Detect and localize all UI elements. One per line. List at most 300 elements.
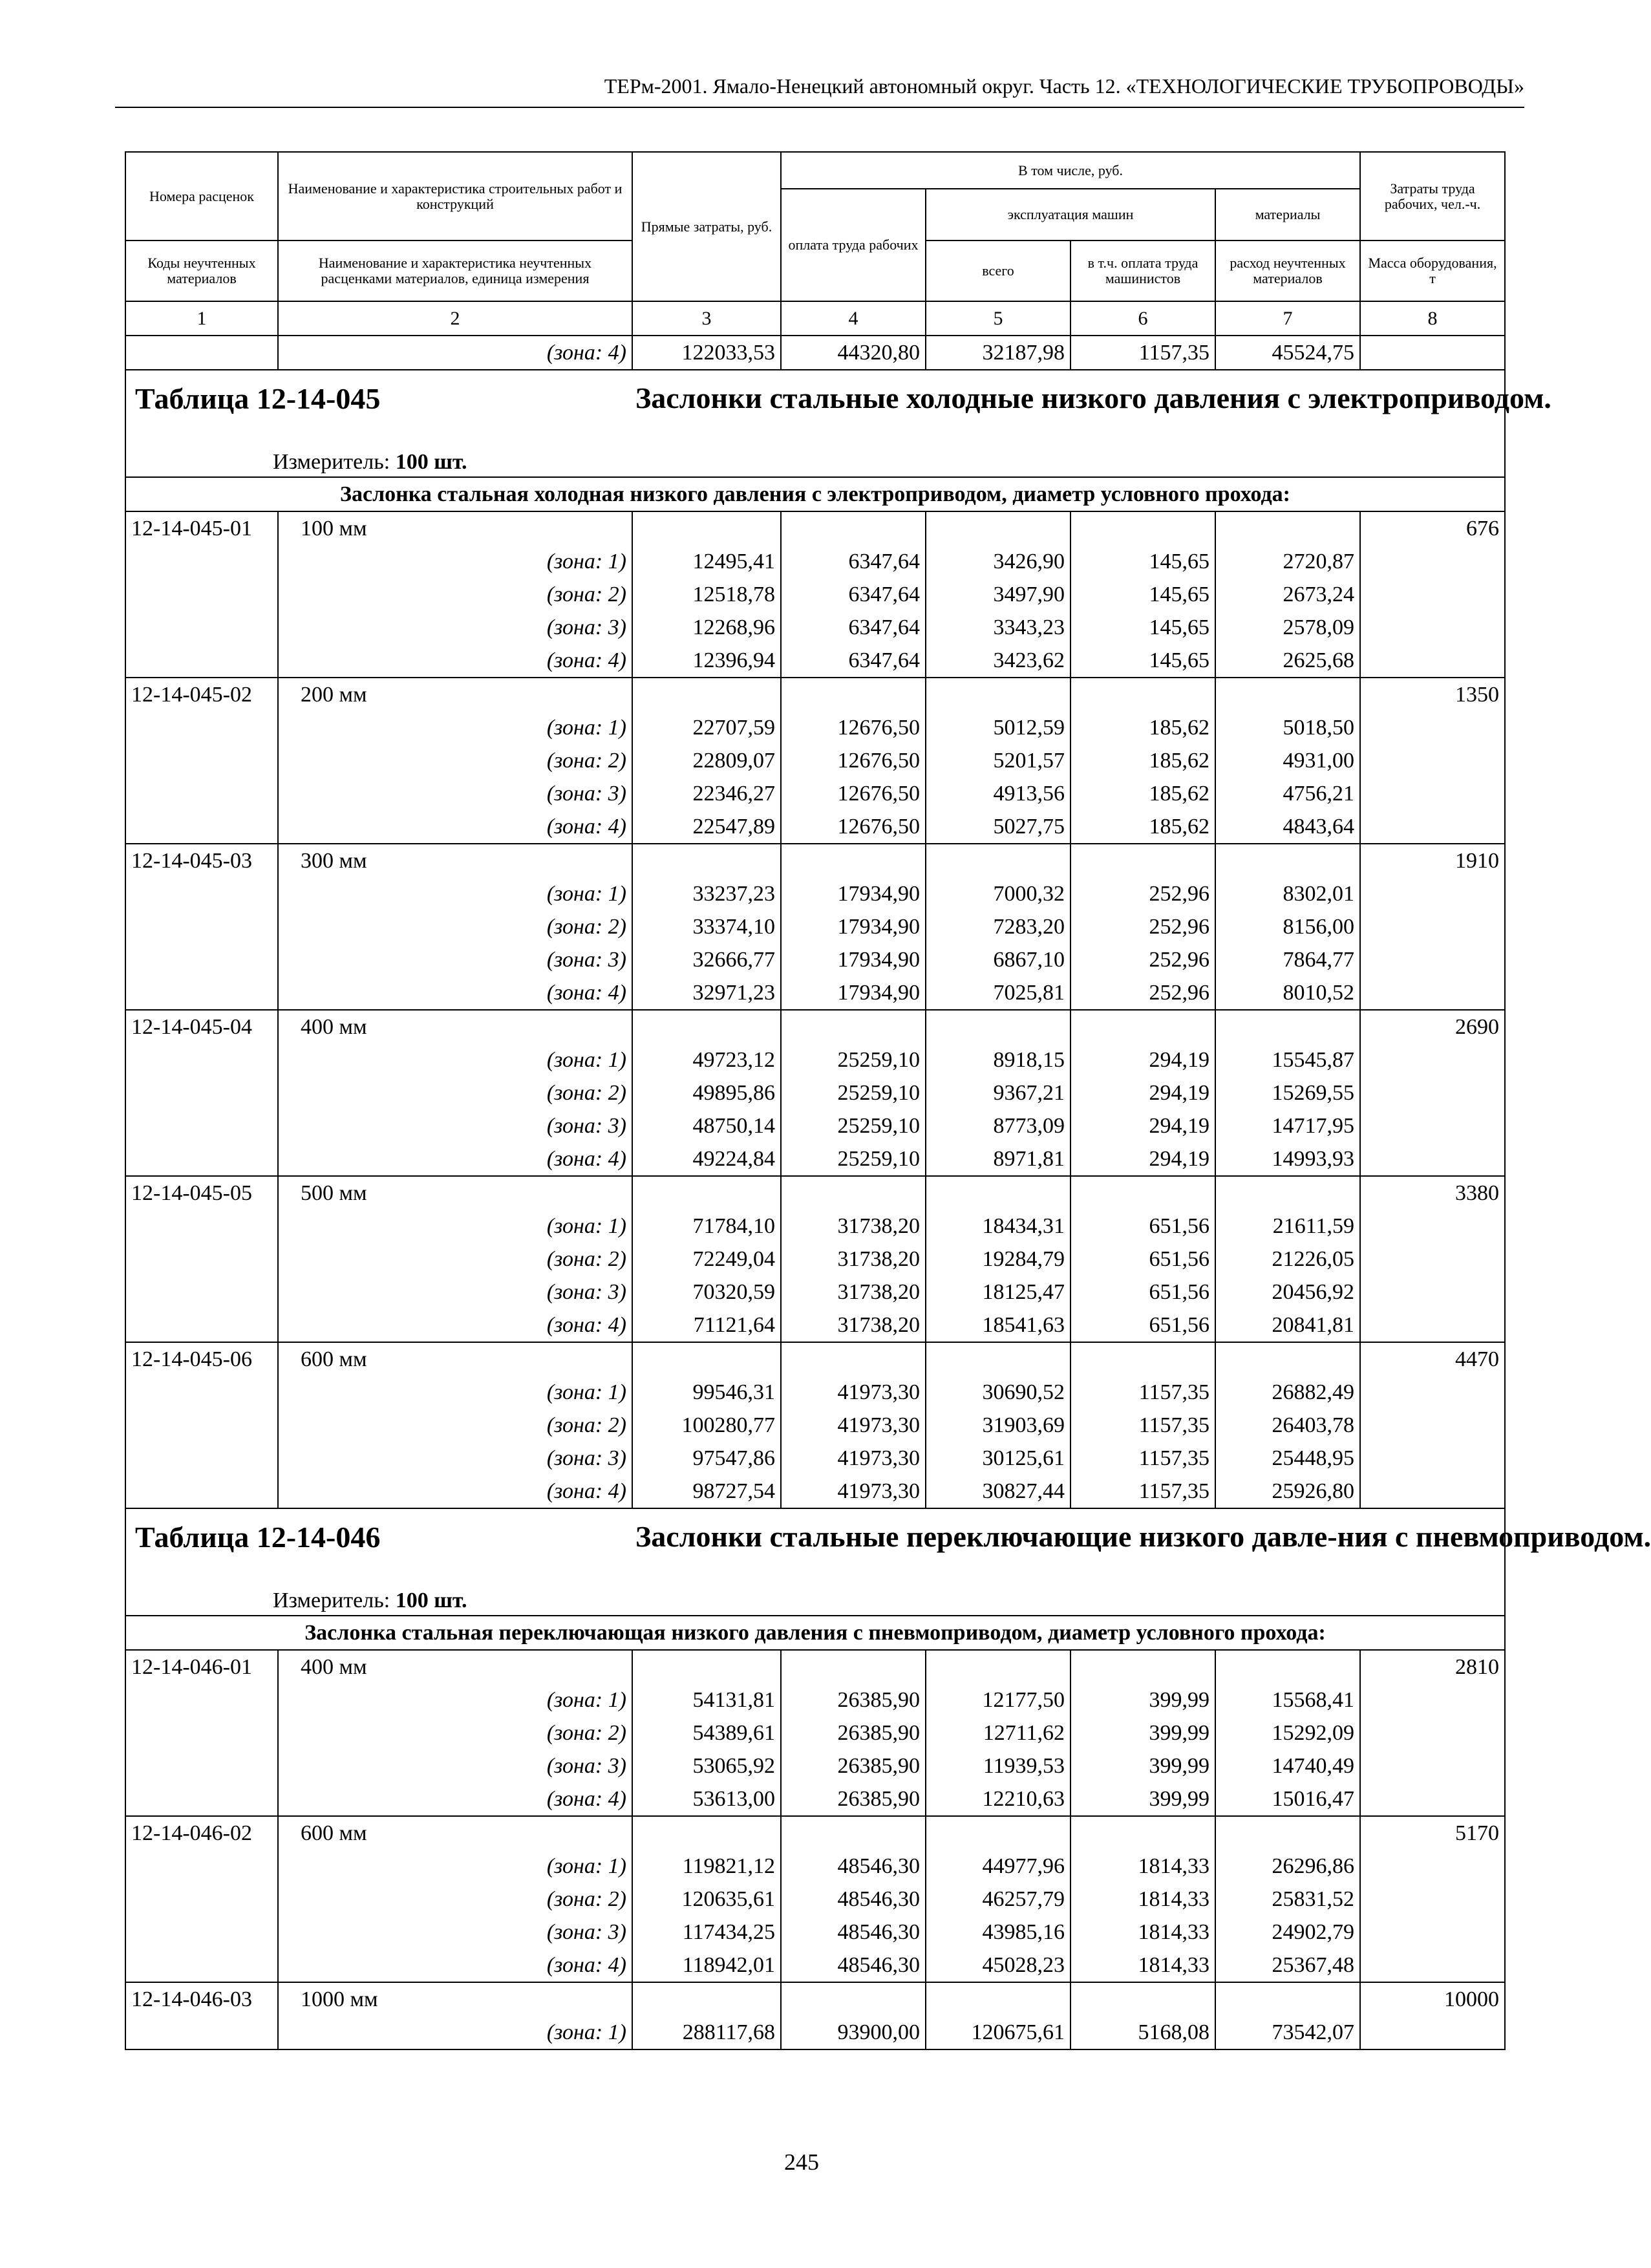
zone-row <box>125 1949 1505 1982</box>
value-cell: 41973,30 <box>781 1442 926 1475</box>
table-title: Заслонки стальные переключающие низкого давле-ния с пневмоприводом. <box>635 1520 1651 1553</box>
value-cell: 12396,94 <box>632 644 781 678</box>
section-heading: Заслонка стальная переключающая низкого давления с пневмоприводом, диаметр условного прохода: <box>125 1616 1505 1650</box>
col-head-labor: Затраты труда рабочих, чел.-ч. <box>1360 152 1505 241</box>
value-cell: 2578,09 <box>1215 611 1360 644</box>
value-cell: 122033,53 <box>632 336 781 370</box>
equipment-mass: 676 <box>1360 511 1505 545</box>
zone-label: (зона: 4) <box>278 1475 632 1508</box>
value-cell: 22707,59 <box>632 711 781 744</box>
zone-row <box>125 1276 1505 1309</box>
value-cell: 8156,00 <box>1215 910 1360 943</box>
value-cell: 4843,64 <box>1215 810 1360 844</box>
value-cell: 185,62 <box>1070 744 1215 777</box>
col-head-rate-number: Номера расценок <box>125 152 278 241</box>
value-cell: 120635,61 <box>632 1883 781 1916</box>
value-cell: 651,56 <box>1070 1309 1215 1342</box>
value-cell: 18541,63 <box>926 1309 1070 1342</box>
carry-over-row <box>125 336 1505 370</box>
value-cell: 399,99 <box>1070 1684 1215 1717</box>
value-cell: 26403,78 <box>1215 1409 1360 1442</box>
zone-row <box>125 1142 1505 1176</box>
value-cell: 49224,84 <box>632 1142 781 1176</box>
value-cell: 12177,50 <box>926 1684 1070 1717</box>
value-cell: 25926,80 <box>1215 1475 1360 1508</box>
value-cell: 1814,33 <box>1070 1850 1215 1883</box>
value-cell: 5168,08 <box>1070 2016 1215 2049</box>
value-cell: 252,96 <box>1070 976 1215 1010</box>
zone-row <box>125 1243 1505 1276</box>
value-cell: 25448,95 <box>1215 1442 1360 1475</box>
value-cell: 252,96 <box>1070 910 1215 943</box>
zone-row <box>125 1076 1505 1109</box>
value-cell: 21611,59 <box>1215 1210 1360 1243</box>
value-cell: 45028,23 <box>926 1949 1070 1982</box>
value-cell: 30827,44 <box>926 1475 1070 1508</box>
value-cell: 399,99 <box>1070 1717 1215 1749</box>
value-cell: 93900,00 <box>781 2016 926 2049</box>
value-cell: 12268,96 <box>632 611 781 644</box>
value-cell: 399,99 <box>1070 1749 1215 1782</box>
zone-label: (зона: 1) <box>278 1043 632 1076</box>
value-cell: 97547,86 <box>632 1442 781 1475</box>
value-cell: 19284,79 <box>926 1243 1070 1276</box>
col-head-direct-costs: Прямые затраты, руб. <box>632 152 781 301</box>
value-cell: 7000,32 <box>926 877 1070 910</box>
value-cell: 30125,61 <box>926 1442 1070 1475</box>
value-cell: 17934,90 <box>781 976 926 1010</box>
value-cell: 54131,81 <box>632 1684 781 1717</box>
col-head-equipment-mass: Масса оборудования, т <box>1360 241 1505 301</box>
equipment-mass: 3380 <box>1360 1176 1505 1210</box>
value-cell: 399,99 <box>1070 1782 1215 1816</box>
page-number: 245 <box>784 2149 819 2175</box>
zone-row <box>125 644 1505 678</box>
value-cell: 15016,47 <box>1215 1782 1360 1816</box>
zone-label: (зона: 1) <box>278 1210 632 1243</box>
section-heading: Заслонка стальная холодная низкого давления с электроприводом, диаметр условного прохода: <box>125 477 1505 511</box>
col-head-worker-pay: оплата труда рабочих <box>781 189 926 301</box>
rate-row <box>125 1010 1505 1043</box>
value-cell: 49895,86 <box>632 1076 781 1109</box>
value-cell: 73542,07 <box>1215 2016 1360 2049</box>
value-cell: 4756,21 <box>1215 777 1360 810</box>
zone-row <box>125 711 1505 744</box>
zone-row <box>125 1883 1505 1916</box>
value-cell: 1157,35 <box>1070 1376 1215 1409</box>
value-cell: 2673,24 <box>1215 578 1360 611</box>
section-heading-row <box>125 477 1505 511</box>
zone-row <box>125 744 1505 777</box>
value-cell: 21226,05 <box>1215 1243 1360 1276</box>
value-cell: 7864,77 <box>1215 943 1360 976</box>
zone-label: (зона: 2) <box>278 744 632 777</box>
value-cell: 33374,10 <box>632 910 781 943</box>
value-cell: 145,65 <box>1070 545 1215 578</box>
zone-row <box>125 1684 1505 1717</box>
equipment-mass: 2690 <box>1360 1010 1505 1043</box>
value-cell: 22346,27 <box>632 777 781 810</box>
rate-code: 12-14-046-01 <box>125 1650 278 1684</box>
table-number: Таблица 12-14-046 <box>135 1521 381 1554</box>
zone-row <box>125 578 1505 611</box>
value-cell: 71121,64 <box>632 1309 781 1342</box>
zone-row <box>125 2016 1505 2049</box>
value-cell: 31738,20 <box>781 1309 926 1342</box>
zone-row <box>125 1442 1505 1475</box>
value-cell: 31738,20 <box>781 1210 926 1243</box>
value-cell: 25367,48 <box>1215 1949 1360 1982</box>
value-cell: 294,19 <box>1070 1076 1215 1109</box>
value-cell: 18125,47 <box>926 1276 1070 1309</box>
value-cell: 651,56 <box>1070 1276 1215 1309</box>
value-cell: 2720,87 <box>1215 545 1360 578</box>
value-cell: 7025,81 <box>926 976 1070 1010</box>
value-cell: 185,62 <box>1070 810 1215 844</box>
value-cell: 1157,35 <box>1070 336 1215 370</box>
zone-row <box>125 877 1505 910</box>
value-cell: 26882,49 <box>1215 1376 1360 1409</box>
zone-label: (зона: 3) <box>278 943 632 976</box>
value-cell: 14717,95 <box>1215 1109 1360 1142</box>
value-cell: 14993,93 <box>1215 1142 1360 1176</box>
zone-label: (зона: 2) <box>278 1076 632 1109</box>
value-cell: 45524,75 <box>1215 336 1360 370</box>
col-number: 4 <box>781 301 926 336</box>
value-cell: 15568,41 <box>1215 1684 1360 1717</box>
col-number: 2 <box>278 301 632 336</box>
value-cell: 651,56 <box>1070 1210 1215 1243</box>
price-table <box>125 151 1651 2050</box>
value-cell: 17934,90 <box>781 877 926 910</box>
value-cell: 252,96 <box>1070 943 1215 976</box>
value-cell: 8010,52 <box>1215 976 1360 1010</box>
zone-label: (зона: 2) <box>278 1409 632 1442</box>
col-head-machines: эксплуатация машин <box>926 189 1215 241</box>
zone-row <box>125 976 1505 1010</box>
value-cell: 25831,52 <box>1215 1883 1360 1916</box>
zone-label: (зона: 3) <box>278 777 632 810</box>
value-cell: 53613,00 <box>632 1782 781 1816</box>
zone-label: (зона: 4) <box>278 976 632 1010</box>
rate-name: 600 мм <box>278 1816 632 1850</box>
value-cell: 4931,00 <box>1215 744 1360 777</box>
value-cell: 3426,90 <box>926 545 1070 578</box>
value-cell: 294,19 <box>1070 1109 1215 1142</box>
value-cell: 20456,92 <box>1215 1276 1360 1309</box>
value-cell: 5012,59 <box>926 711 1070 744</box>
value-cell: 6347,64 <box>781 644 926 678</box>
zone-label: (зона: 2) <box>278 1883 632 1916</box>
value-cell: 294,19 <box>1070 1142 1215 1176</box>
col-head-material-use: расход неучтенных материалов <box>1215 241 1360 301</box>
value-cell: 8971,81 <box>926 1142 1070 1176</box>
value-cell: 32187,98 <box>926 336 1070 370</box>
zone-label: (зона: 3) <box>278 1442 632 1475</box>
value-cell: 41973,30 <box>781 1475 926 1508</box>
equipment-mass: 4470 <box>1360 1342 1505 1376</box>
zone-label: (зона: 2) <box>278 1243 632 1276</box>
value-cell: 54389,61 <box>632 1717 781 1749</box>
col-number: 5 <box>926 301 1070 336</box>
col-number: 7 <box>1215 301 1360 336</box>
value-cell: 33237,23 <box>632 877 781 910</box>
value-cell: 288117,68 <box>632 2016 781 2049</box>
measure-label: Измеритель: <box>273 1589 390 1612</box>
value-cell: 70320,59 <box>632 1276 781 1309</box>
zone-label: (зона: 1) <box>278 1684 632 1717</box>
zone-label: (зона: 4) <box>278 1309 632 1342</box>
value-cell: 8918,15 <box>926 1043 1070 1076</box>
value-cell: 100280,77 <box>632 1409 781 1442</box>
value-cell: 1157,35 <box>1070 1475 1215 1508</box>
col-number: 6 <box>1070 301 1215 336</box>
value-cell: 12711,62 <box>926 1717 1070 1749</box>
value-cell: 99546,31 <box>632 1376 781 1409</box>
value-cell: 145,65 <box>1070 644 1215 678</box>
value-cell: 8302,01 <box>1215 877 1360 910</box>
value-cell: 8773,09 <box>926 1109 1070 1142</box>
col-number: 3 <box>632 301 781 336</box>
equipment-mass: 5170 <box>1360 1816 1505 1850</box>
rate-row <box>125 1342 1505 1376</box>
rate-row <box>125 678 1505 711</box>
zone-label: (зона: 3) <box>278 611 632 644</box>
zone-row <box>125 1717 1505 1749</box>
col-head-material-names: Наименование и характеристика неучтенных расценками материалов, единица измерения <box>278 241 632 301</box>
col-head-work-name: Наименование и характеристика строительных работ и конструкций <box>278 152 632 241</box>
zone-row <box>125 545 1505 578</box>
value-cell: 26385,90 <box>781 1717 926 1749</box>
value-cell: 11939,53 <box>926 1749 1070 1782</box>
zone-row <box>125 1309 1505 1342</box>
zone-label: (зона: 3) <box>278 1276 632 1309</box>
rate-name: 400 мм <box>278 1010 632 1043</box>
zone-row <box>125 1109 1505 1142</box>
measure-row <box>125 1587 1505 1616</box>
value-cell: 98727,54 <box>632 1475 781 1508</box>
value-cell: 118942,01 <box>632 1949 781 1982</box>
value-cell: 14740,49 <box>1215 1749 1360 1782</box>
measure-row <box>125 448 1505 477</box>
value-cell: 48546,30 <box>781 1949 926 1982</box>
value-cell: 22547,89 <box>632 810 781 844</box>
zone-label: (зона: 1) <box>278 545 632 578</box>
value-cell: 1814,33 <box>1070 1883 1215 1916</box>
equipment-mass: 2810 <box>1360 1650 1505 1684</box>
rate-code: 12-14-045-03 <box>125 844 278 877</box>
value-cell: 44320,80 <box>781 336 926 370</box>
col-head-operator-pay: в т.ч. оплата труда машинистов <box>1070 241 1215 301</box>
value-cell: 252,96 <box>1070 877 1215 910</box>
table-title-row <box>125 1508 1505 1587</box>
value-cell: 4913,56 <box>926 777 1070 810</box>
value-cell: 22809,07 <box>632 744 781 777</box>
running-header: ТЕРм-2001. Ямало-Ненецкий автономный округ. Часть 12. «ТЕХНОЛОГИЧЕСКИЕ ТРУБОПРОВОДЫ» <box>115 73 1524 108</box>
value-cell: 25259,10 <box>781 1109 926 1142</box>
value-cell: 31903,69 <box>926 1409 1070 1442</box>
col-head-materials: материалы <box>1215 189 1360 241</box>
value-cell: 15545,87 <box>1215 1043 1360 1076</box>
value-cell: 5018,50 <box>1215 711 1360 744</box>
zone-label: (зона: 1) <box>278 1376 632 1409</box>
zone-row <box>125 1916 1505 1949</box>
value-cell: 1814,33 <box>1070 1916 1215 1949</box>
zone-row <box>125 1043 1505 1076</box>
value-cell: 31738,20 <box>781 1276 926 1309</box>
rate-name: 100 мм <box>278 511 632 545</box>
value-cell: 48546,30 <box>781 1916 926 1949</box>
value-cell: 72249,04 <box>632 1243 781 1276</box>
table-title-row <box>125 370 1505 448</box>
value-cell: 7283,20 <box>926 910 1070 943</box>
value-cell: 71784,10 <box>632 1210 781 1243</box>
value-cell: 48546,30 <box>781 1850 926 1883</box>
value-cell: 185,62 <box>1070 777 1215 810</box>
value-cell: 32971,23 <box>632 976 781 1010</box>
zone-label: (зона: 1) <box>278 1850 632 1883</box>
zone-row <box>125 1850 1505 1883</box>
value-cell: 41973,30 <box>781 1409 926 1442</box>
zone-row <box>125 1376 1505 1409</box>
value-cell: 12676,50 <box>781 810 926 844</box>
value-cell: 117434,25 <box>632 1916 781 1949</box>
rate-row <box>125 511 1505 545</box>
value-cell: 48750,14 <box>632 1109 781 1142</box>
zone-label: (зона: 3) <box>278 1109 632 1142</box>
measure-value: 100 шт. <box>395 1589 467 1612</box>
rate-code: 12-14-045-02 <box>125 678 278 711</box>
zone-label: (зона: 2) <box>278 910 632 943</box>
rate-name: 300 мм <box>278 844 632 877</box>
value-cell: 145,65 <box>1070 611 1215 644</box>
zone-row <box>125 1782 1505 1816</box>
rate-name: 200 мм <box>278 678 632 711</box>
value-cell: 6347,64 <box>781 611 926 644</box>
value-cell: 12518,78 <box>632 578 781 611</box>
section-heading-row <box>125 1616 1505 1650</box>
value-cell: 6347,64 <box>781 545 926 578</box>
rate-name: 600 мм <box>278 1342 632 1376</box>
value-cell: 185,62 <box>1070 711 1215 744</box>
zone-label: (зона: 3) <box>278 1749 632 1782</box>
equipment-mass: 10000 <box>1360 1982 1505 2016</box>
zone-row <box>125 910 1505 943</box>
value-cell: 3423,62 <box>926 644 1070 678</box>
value-cell: 20841,81 <box>1215 1309 1360 1342</box>
value-cell: 30690,52 <box>926 1376 1070 1409</box>
zone-label: (зона: 2) <box>278 1717 632 1749</box>
value-cell: 12210,63 <box>926 1782 1070 1816</box>
value-cell: 48546,30 <box>781 1883 926 1916</box>
value-cell: 25259,10 <box>781 1076 926 1109</box>
value-cell: 651,56 <box>1070 1243 1215 1276</box>
value-cell: 41973,30 <box>781 1376 926 1409</box>
zone-label: (зона: 1) <box>278 877 632 910</box>
rate-row <box>125 1816 1505 1850</box>
zone-label: (зона: 4) <box>278 1782 632 1816</box>
value-cell: 1157,35 <box>1070 1409 1215 1442</box>
value-cell: 32666,77 <box>632 943 781 976</box>
rate-row <box>125 1982 1505 2016</box>
equipment-mass: 1910 <box>1360 844 1505 877</box>
zone-row <box>125 1475 1505 1508</box>
zone-label: (зона: 4) <box>278 1949 632 1982</box>
value-cell: 12676,50 <box>781 711 926 744</box>
value-cell: 2625,68 <box>1215 644 1360 678</box>
rate-code: 12-14-045-06 <box>125 1342 278 1376</box>
zone-label: (зона: 4) <box>278 1142 632 1176</box>
value-cell: 26296,86 <box>1215 1850 1360 1883</box>
zone-row <box>125 1409 1505 1442</box>
zone-row <box>125 1749 1505 1782</box>
value-cell: 15292,09 <box>1215 1717 1360 1749</box>
value-cell: 43985,16 <box>926 1916 1070 1949</box>
value-cell: 120675,61 <box>926 2016 1070 2049</box>
rate-code: 12-14-045-01 <box>125 511 278 545</box>
value-cell: 44977,96 <box>926 1850 1070 1883</box>
rate-row <box>125 1650 1505 1684</box>
value-cell: 24902,79 <box>1215 1916 1360 1949</box>
zone-label: (зона: 1) <box>278 711 632 744</box>
zone-row <box>125 943 1505 976</box>
value-cell: 1814,33 <box>1070 1949 1215 1982</box>
value-cell: 12676,50 <box>781 744 926 777</box>
value-cell: 53065,92 <box>632 1749 781 1782</box>
rate-code: 12-14-046-03 <box>125 1982 278 2016</box>
col-head-including: В том числе, руб. <box>781 152 1360 189</box>
measure-value: 100 шт. <box>395 450 467 474</box>
value-cell: 145,65 <box>1070 578 1215 611</box>
zone-row <box>125 611 1505 644</box>
rate-code: 12-14-045-04 <box>125 1010 278 1043</box>
value-cell: 17934,90 <box>781 943 926 976</box>
value-cell: 6867,10 <box>926 943 1070 976</box>
value-cell: 1157,35 <box>1070 1442 1215 1475</box>
value-cell: 3343,23 <box>926 611 1070 644</box>
rate-code: 12-14-046-02 <box>125 1816 278 1850</box>
zone-label: (зона: 4) <box>278 336 632 370</box>
equipment-mass: 1350 <box>1360 678 1505 711</box>
value-cell: 5201,57 <box>926 744 1070 777</box>
value-cell: 25259,10 <box>781 1142 926 1176</box>
value-cell: 294,19 <box>1070 1043 1215 1076</box>
table-number: Таблица 12-14-045 <box>135 382 381 415</box>
value-cell: 46257,79 <box>926 1883 1070 1916</box>
zone-row <box>125 777 1505 810</box>
zone-row <box>125 810 1505 844</box>
value-cell: 9367,21 <box>926 1076 1070 1109</box>
value-cell: 12495,41 <box>632 545 781 578</box>
value-cell: 15269,55 <box>1215 1076 1360 1109</box>
col-head-material-codes: Коды неучтенных материалов <box>125 241 278 301</box>
table-title: Заслонки стальные холодные низкого давления с электроприводом. <box>635 381 1551 414</box>
col-number: 8 <box>1360 301 1505 336</box>
zone-row <box>125 1210 1505 1243</box>
value-cell: 5027,75 <box>926 810 1070 844</box>
value-cell: 49723,12 <box>632 1043 781 1076</box>
value-cell: 26385,90 <box>781 1684 926 1717</box>
zone-label: (зона: 1) <box>278 2016 632 2049</box>
zone-label: (зона: 4) <box>278 810 632 844</box>
rate-row <box>125 1176 1505 1210</box>
rate-name: 400 мм <box>278 1650 632 1684</box>
value-cell: 17934,90 <box>781 910 926 943</box>
value-cell: 3497,90 <box>926 578 1070 611</box>
rate-name: 1000 мм <box>278 1982 632 2016</box>
measure-label: Измеритель: <box>273 450 390 474</box>
value-cell: 12676,50 <box>781 777 926 810</box>
